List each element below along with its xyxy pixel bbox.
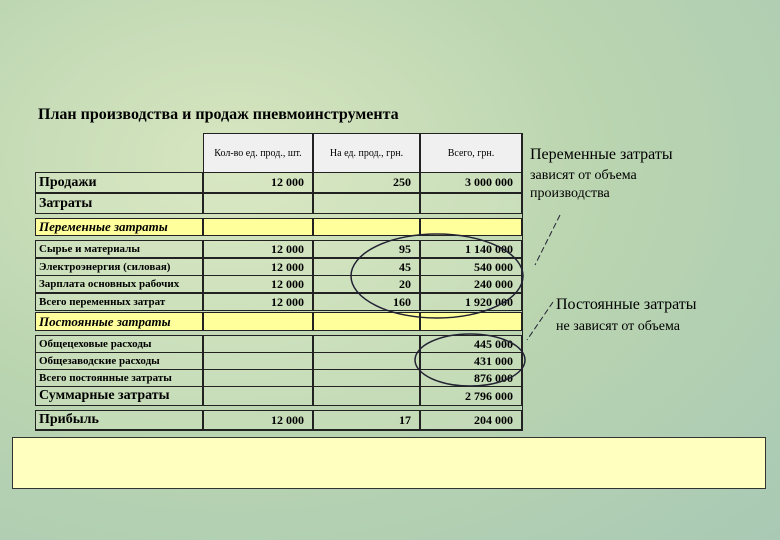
cell-qty: 12 000 bbox=[203, 258, 313, 276]
row-label: Электроэнергия (силовая) bbox=[35, 258, 203, 276]
cell-total: 431 000 bbox=[420, 352, 522, 370]
cell-unit: 20 bbox=[313, 275, 420, 293]
cell-total: 445 000 bbox=[420, 335, 522, 353]
row-label: Всего переменных затрат bbox=[35, 293, 203, 311]
fixed-costs-desc: не зависят от объема bbox=[556, 319, 680, 334]
cell-total: 876 000 bbox=[420, 369, 522, 387]
row-label: Зарплата основных рабочих bbox=[35, 275, 203, 293]
slide-title: План производства и продаж пневмоинструмента bbox=[38, 106, 399, 123]
cell-unit bbox=[313, 193, 420, 214]
fixed-arrow bbox=[527, 302, 553, 340]
cell-qty bbox=[203, 335, 313, 353]
cell-unit: 45 bbox=[313, 258, 420, 276]
note-box bbox=[12, 437, 766, 489]
variable-costs-desc: зависят от объема bbox=[530, 168, 637, 183]
cell-unit: 160 bbox=[313, 293, 420, 311]
cell-total: 1 920 000 bbox=[420, 293, 522, 311]
cell-unit bbox=[313, 352, 420, 370]
cell-unit bbox=[313, 386, 420, 406]
cell-unit: 17 bbox=[313, 410, 420, 430]
cell-unit bbox=[313, 218, 420, 236]
cell-total bbox=[420, 218, 522, 236]
cell-qty: 12 000 bbox=[203, 293, 313, 311]
variable-costs-desc2: производства bbox=[530, 186, 610, 201]
row-label: Затраты bbox=[35, 193, 203, 214]
row-label: Всего постоянные затраты bbox=[35, 369, 203, 387]
cell-total: 240 000 bbox=[420, 275, 522, 293]
row-label: Общецеховые расходы bbox=[35, 335, 203, 353]
cell-qty bbox=[203, 352, 313, 370]
cell-total: 1 140 000 bbox=[420, 240, 522, 258]
cell-qty: 12 000 bbox=[203, 275, 313, 293]
cell-qty bbox=[203, 193, 313, 214]
column-header: Кол-во ед. прод., шт. bbox=[203, 133, 313, 173]
cell-qty bbox=[203, 312, 313, 331]
row-label: Постоянные затраты bbox=[35, 312, 203, 331]
column-header: На ед. прод., грн. bbox=[313, 133, 420, 173]
cell-unit: 250 bbox=[313, 172, 420, 193]
cell-total bbox=[420, 312, 522, 331]
variable-costs-title: Переменные затраты bbox=[530, 146, 673, 163]
row-label: Прибыль bbox=[35, 410, 203, 430]
row-label: Общезаводские расходы bbox=[35, 352, 203, 370]
cell-qty bbox=[203, 218, 313, 236]
cell-total: 204 000 bbox=[420, 410, 522, 430]
cell-total: 3 000 000 bbox=[420, 172, 522, 193]
cell-unit: 95 bbox=[313, 240, 420, 258]
cell-qty bbox=[203, 386, 313, 406]
cell-unit bbox=[313, 369, 420, 387]
cell-unit bbox=[313, 312, 420, 331]
row-label: Сырье и материалы bbox=[35, 240, 203, 258]
row-label: Продажи bbox=[35, 172, 203, 193]
variable-arrow bbox=[535, 215, 560, 265]
fixed-costs-title: Постоянные затраты bbox=[556, 296, 697, 313]
cell-qty: 12 000 bbox=[203, 240, 313, 258]
cell-total: 2 796 000 bbox=[420, 386, 522, 406]
cell-total: 540 000 bbox=[420, 258, 522, 276]
cell-qty bbox=[203, 369, 313, 387]
cell-total bbox=[420, 193, 522, 214]
production-plan-table bbox=[35, 133, 523, 431]
column-header: Всего, грн. bbox=[420, 133, 522, 173]
row-label: Суммарные затраты bbox=[35, 386, 203, 406]
cell-qty: 12 000 bbox=[203, 172, 313, 193]
cell-unit bbox=[313, 335, 420, 353]
row-label: Переменные затраты bbox=[35, 218, 203, 236]
cell-qty: 12 000 bbox=[203, 410, 313, 430]
